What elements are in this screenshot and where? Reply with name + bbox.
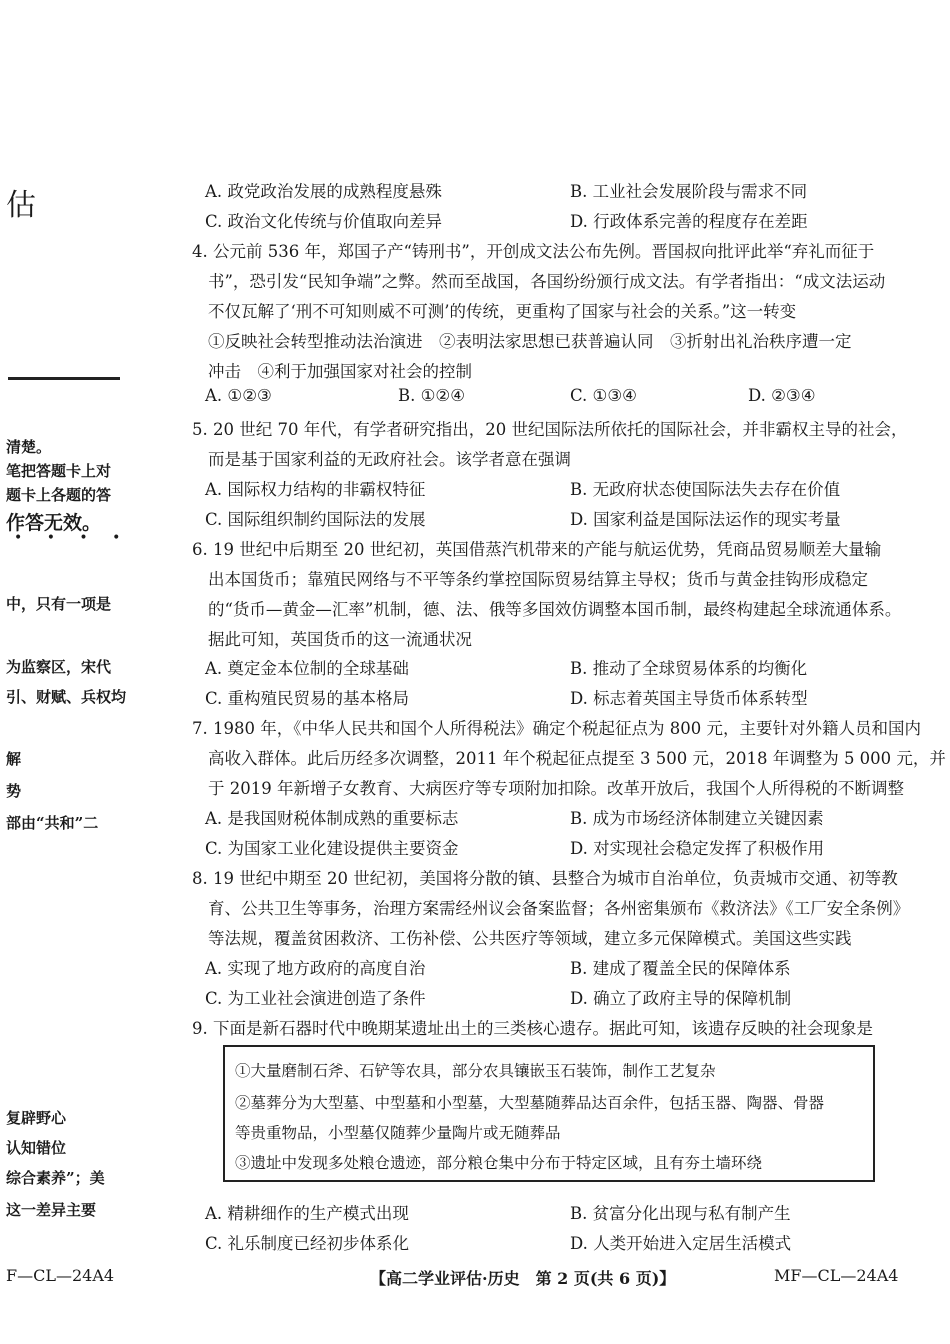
q4-option-c[interactable]: C. ①③④: [570, 386, 637, 405]
q4-stem: 4. 公元前 536 年，郑国子产“铸刑书”，开创成文法公布先例。晋国叔向批评此举“弃礼而征于: [192, 242, 875, 261]
q8-stem: 8. 19 世纪中期至 20 世纪初，美国将分散的镇、县整合为城市自治单位，负责城市交通、初等教: [192, 869, 898, 888]
q8-stem: 等法规，覆盖贫困救济、工伤补偿、公共医疗等领域，建立多元保障模式。美国这些实践: [208, 929, 852, 948]
q6-stem: 的“货币—黄金—汇率”机制，德、法、俄等多国效仿调整本国币制，最终构建起全球流通体系。: [208, 600, 902, 619]
q7-stem: 7. 1980 年，《中华人民共和国个人所得税法》确定个税起征点为 800 元，主要针对外籍人员和国内: [192, 719, 921, 738]
margin-note: 题卡上各题的答: [6, 486, 112, 504]
margin-q10-fragment: 这一差异主要: [6, 1201, 97, 1219]
margin-q1-fragment: 为监察区，宋代: [6, 658, 112, 676]
q9-material-line: ②墓葬分为大型墓、中型墓和小型墓，大型墓随葬品达百余件，包括玉器、陶器、骨器: [235, 1094, 825, 1112]
footer-left-code: F—CL—24A4: [6, 1266, 115, 1285]
q7-option-c[interactable]: C. 为国家工业化建设提供主要资金: [205, 839, 459, 858]
q3-option-c[interactable]: C. 政治文化传统与价值取向差异: [205, 212, 443, 231]
q8-option-a[interactable]: A. 实现了地方政府的高度自治: [205, 959, 426, 978]
q6-stem: 据此可知，英国货币的这一流通状况: [208, 630, 472, 649]
margin-section-note: 中，只有一项是: [6, 595, 112, 613]
q6-option-b[interactable]: B. 推动了全球贸易体系的均衡化: [570, 659, 808, 678]
footer-right-code: MF—CL—24A4: [774, 1266, 899, 1285]
q6-option-a[interactable]: A. 奠定金本位制的全球基础: [205, 659, 409, 678]
q5-option-b[interactable]: B. 无政府状态使国际法失去存在价值: [570, 480, 841, 499]
margin-q1-fragment: 引、财赋、兵权均: [6, 688, 127, 706]
q8-option-d[interactable]: D. 确立了政府主导的保障机制: [570, 989, 792, 1008]
q4-stem: 书”，恐引发“民知争端”之弊。然而至战国，各国纷纷颁行成文法。有学者指出：“成文法运动: [208, 272, 886, 291]
margin-q10-fragment: 综合素养”；美: [6, 1169, 105, 1187]
q9-material-line: 等贵重物品，小型墓仅随葬少量陶片或无随葬品: [235, 1124, 561, 1142]
margin-note: 笔把答题卡上对: [6, 462, 112, 480]
q7-stem: 高收入群体。此后历经多次调整，2011 年个税起征点提至 3 500 元，2018 年调整为 5 000 元，并: [208, 749, 946, 768]
q6-stem: 出本国货币；靠殖民网络与不平等条约掌控国际贸易结算主导权；货币与黄金挂钩形成稳定: [208, 570, 868, 589]
margin-q2-fragment: 势: [6, 782, 22, 800]
q7-option-a[interactable]: A. 是我国财税体制成熟的重要标志: [205, 809, 459, 828]
q5-stem: 而是基于国家利益的无政府社会。该学者意在强调: [208, 450, 571, 469]
footer-page-info: 【高二学业评估·历史 第 2 页(共 6 页)】: [370, 1269, 676, 1288]
q9-option-c[interactable]: C. 礼乐制度已经初步体系化: [205, 1234, 410, 1253]
q5-option-d[interactable]: D. 国家利益是国际法运作的现实考量: [570, 510, 841, 529]
q4-option-b[interactable]: B. ①②④: [398, 386, 465, 405]
q7-stem: 于 2019 年新增子女教育、大病医疗等专项附加扣除。改革开放后，我国个人所得税的不断调整: [208, 779, 904, 798]
q9-option-d[interactable]: D. 人类开始进入定居生活模式: [570, 1234, 792, 1253]
margin-divider: [8, 377, 120, 380]
q5-option-a[interactable]: A. 国际权力结构的非霸权特征: [205, 480, 426, 499]
q6-option-d[interactable]: D. 标志着英国主导货币体系转型: [570, 689, 808, 708]
margin-note: 作答无效。: [6, 512, 102, 534]
q3-option-b[interactable]: B. 工业社会发展阶段与需求不同: [570, 182, 808, 201]
q6-stem: 6. 19 世纪中后期至 20 世纪初，英国借蒸汽机带来的产能与航运优势，凭商品贸易顺差大量输: [192, 540, 882, 559]
q3-option-a[interactable]: A. 政党政治发展的成熟程度悬殊: [205, 182, 442, 201]
margin-dots: • • • •: [14, 530, 131, 546]
q4-statements: ①反映社会转型推动法治演进 ②表明法家思想已获普遍认同 ③折射出礼治秩序遭一定: [208, 332, 852, 351]
q9-material-line: ①大量磨制石斧、石铲等农具，部分农具镶嵌玉石装饰，制作工艺复杂: [235, 1062, 716, 1080]
q9-option-a[interactable]: A. 精耕细作的生产模式出现: [205, 1204, 409, 1223]
margin-note: 清楚。: [6, 438, 52, 456]
q4-option-a[interactable]: A. ①②③: [205, 386, 272, 405]
margin-header-char: 估: [6, 188, 36, 223]
q9-stem: 9. 下面是新石器时代中晚期某遗址出土的三类核心遗存。据此可知，该遗存反映的社会现象是: [192, 1019, 873, 1038]
q8-option-c[interactable]: C. 为工业社会演进创造了条件: [205, 989, 426, 1008]
q9-material-line: ③遗址中发现多处粮仓遗迹，部分粮仓集中分布于特定区域，且有夯土墙环绕: [235, 1154, 763, 1172]
q8-option-b[interactable]: B. 建成了覆盖全民的保障体系: [570, 959, 791, 978]
q5-stem: 5. 20 世纪 70 年代，有学者研究指出，20 世纪国际法所依托的国际社会，并非霸权主导的社会，: [192, 420, 908, 439]
q4-stem: 不仅瓦解了‘刑不可知则威不可测’的传统，更重构了国家与社会的关系。”这一转变: [208, 302, 797, 321]
q7-option-d[interactable]: D. 对实现社会稳定发挥了积极作用: [570, 839, 825, 858]
q5-option-c[interactable]: C. 国际组织制约国际法的发展: [205, 510, 426, 529]
margin-q2-fragment: 部由“共和”二: [6, 814, 99, 832]
q3-option-d[interactable]: D. 行政体系完善的程度存在差距: [570, 212, 808, 231]
margin-q2-fragment: 解: [6, 750, 22, 768]
q6-option-c[interactable]: C. 重构殖民贸易的基本格局: [205, 689, 410, 708]
q4-option-d[interactable]: D. ②③④: [748, 386, 816, 405]
q9-option-b[interactable]: B. 贫富分化出现与私有制产生: [570, 1204, 791, 1223]
q7-option-b[interactable]: B. 成为市场经济体制建立关键因素: [570, 809, 824, 828]
margin-q10-fragment: 复辟野心: [6, 1109, 67, 1127]
q8-stem: 育、公共卫生等事务，治理方案需经州议会备案监督；各州密集颁布《救济法》《工厂安全条例》: [208, 899, 910, 918]
q4-statements: 冲击 ④利于加强国家对社会的控制: [208, 362, 472, 381]
margin-q10-fragment: 认知错位: [6, 1139, 67, 1157]
q9-material-box: [223, 1045, 875, 1182]
